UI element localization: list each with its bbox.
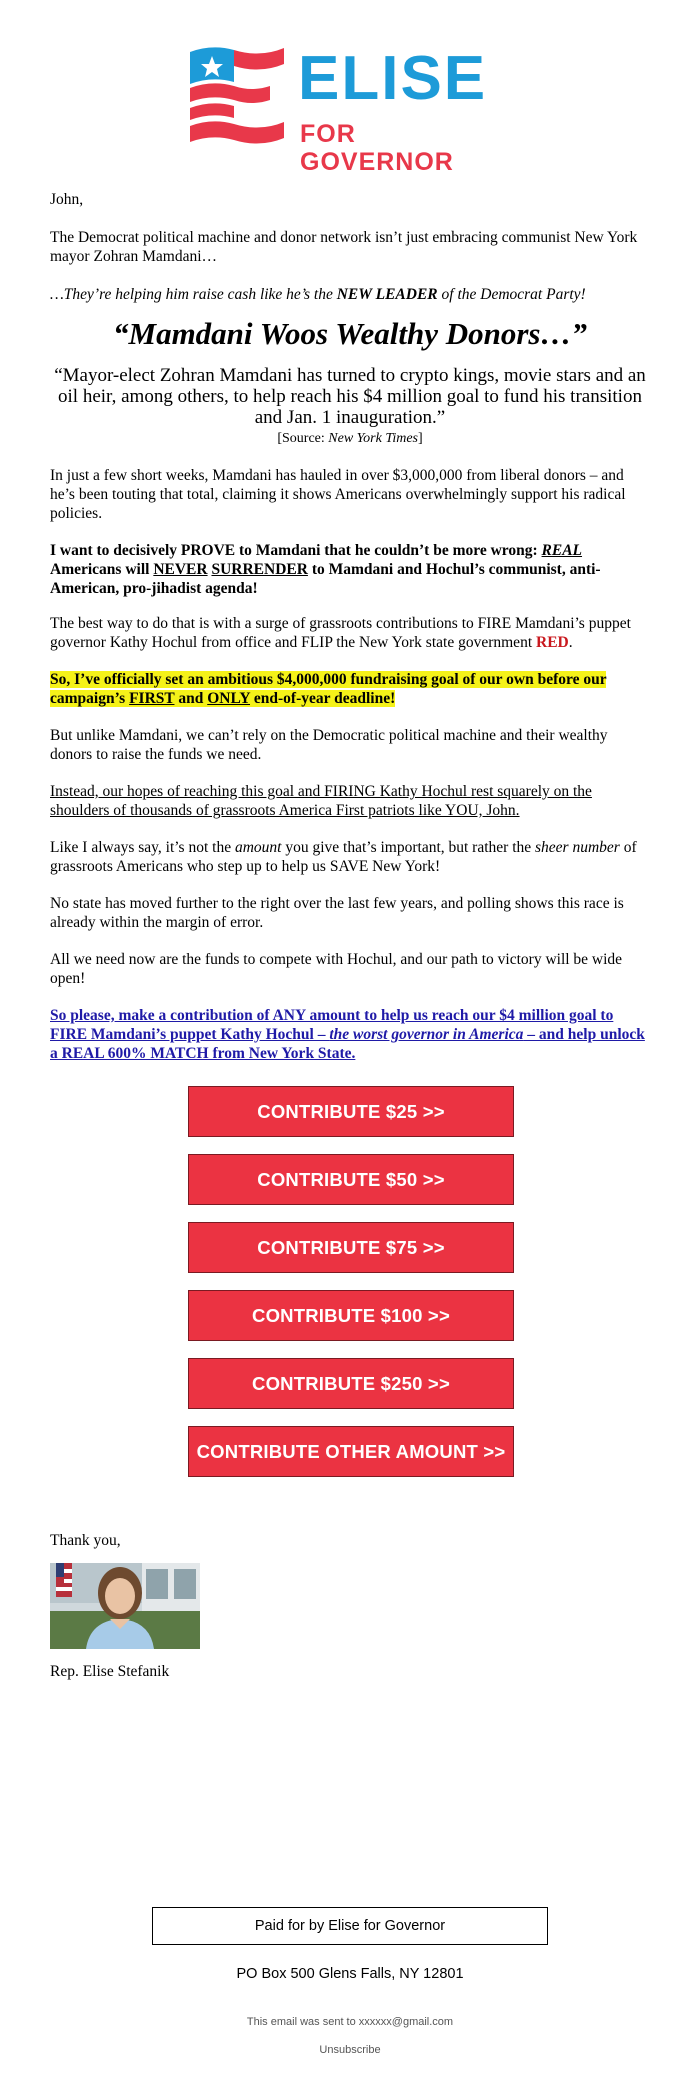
flag-e-logo-icon (186, 42, 288, 156)
paragraph-4: I want to decisively PROVE to Mamdani that he couldn’t be more wrong: REAL Americans will NEVER SURRENDER to Mamdani and Hochul’s communist, anti-American, pro-jihadist agenda! (50, 542, 601, 597)
signoff: Thank you, (50, 1532, 121, 1549)
paragraph-2: …They’re helping him raise cash like he’s the NEW LEADER of the Democrat Party! (50, 286, 586, 303)
paid-for-box: Paid for by Elise for Governor (152, 1907, 548, 1945)
portrait-image-icon (50, 1563, 200, 1649)
paragraph-5: The best way to do that is with a surge of grassroots contributions to FIRE Mamdani’s puppet governor Kathy Hochul from office and FLIP the New York state government RED. (50, 615, 631, 651)
paragraph-9: Like I always say, it’s not the amount you give that’s important, but rather the sheer number of grassroots Americans who step up to help us SAVE New York! (50, 839, 637, 875)
contribute-100-button[interactable]: CONTRIBUTE $100 >> (188, 1290, 514, 1341)
contribute-50-button[interactable]: CONTRIBUTE $50 >> (188, 1154, 514, 1205)
paragraph-11: All we need now are the funds to compete with Hochul, and our path to victory will be wide open! (50, 951, 623, 987)
quote: “Mayor-elect Zohran Mamdani has turned to crypto kings, movie stars and an oil heir, among others, to help reach his $4 million goal to fund his transition and Jan. 1 inauguration.” (54, 365, 646, 428)
logo-name: ELISE (298, 44, 488, 113)
contribute-link[interactable]: So please, make a contribution of ANY amount to help us reach our $4 million goal to FIRE Mamdani’s puppet Kathy Hochul – the worst governor in America – and help unlock a REAL 600% MATCH from New York State. (50, 1007, 645, 1062)
paragraph-1: The Democrat political machine and donor network isn’t just embracing communist New York mayor Zohran Mamdani… (50, 229, 638, 265)
source-citation: [Source: New York Times] (277, 431, 423, 446)
headline: “Mamdani Woos Wealthy Donors…” (113, 316, 587, 351)
paragraph-10: No state has moved further to the right over the last few years, and polling shows this race is already within the margin of error. (50, 895, 624, 931)
paragraph-6-highlight: So, I’ve officially set an ambitious $4,000,000 fundraising goal of our own before our campaign’s FIRST and ONLY end-of-year deadline! (50, 671, 607, 707)
unsubscribe-link[interactable]: Unsubscribe (319, 2044, 381, 2056)
paragraph-3: In just a few short weeks, Mamdani has hauled in over $3,000,000 from liberal donors – and he’s been touting that total, claiming it shows Americans overwhelmingly support his radical policies. (50, 467, 626, 522)
candidate-photo (50, 1563, 200, 1649)
footer-address: PO Box 500 Glens Falls, NY 12801 (236, 1966, 464, 1982)
paragraph-8: Instead, our hopes of reaching this goal and FIRING Kathy Hochul rest squarely on the shoulders of thousands of grassroots America First patriots like YOU, John. (50, 783, 592, 819)
greeting: John, (50, 191, 84, 208)
footer-sent-to: This email was sent to xxxxxx@gmail.com (246, 2016, 454, 2028)
contribute-250-button[interactable]: CONTRIBUTE $250 >> (188, 1358, 514, 1409)
contribute-other-button[interactable]: CONTRIBUTE OTHER AMOUNT >> (188, 1426, 514, 1477)
logo-subtitle: FOR GOVERNOR (300, 120, 454, 176)
contribute-25-button[interactable]: CONTRIBUTE $25 >> (188, 1086, 514, 1137)
paragraph-7: But unlike Mamdani, we can’t rely on the Democratic political machine and their wealthy donors to raise the funds we need. (50, 727, 608, 763)
contribute-75-button[interactable]: CONTRIBUTE $75 >> (188, 1222, 514, 1273)
signature: Rep. Elise Stefanik (50, 1663, 170, 1680)
logo (186, 42, 516, 176)
